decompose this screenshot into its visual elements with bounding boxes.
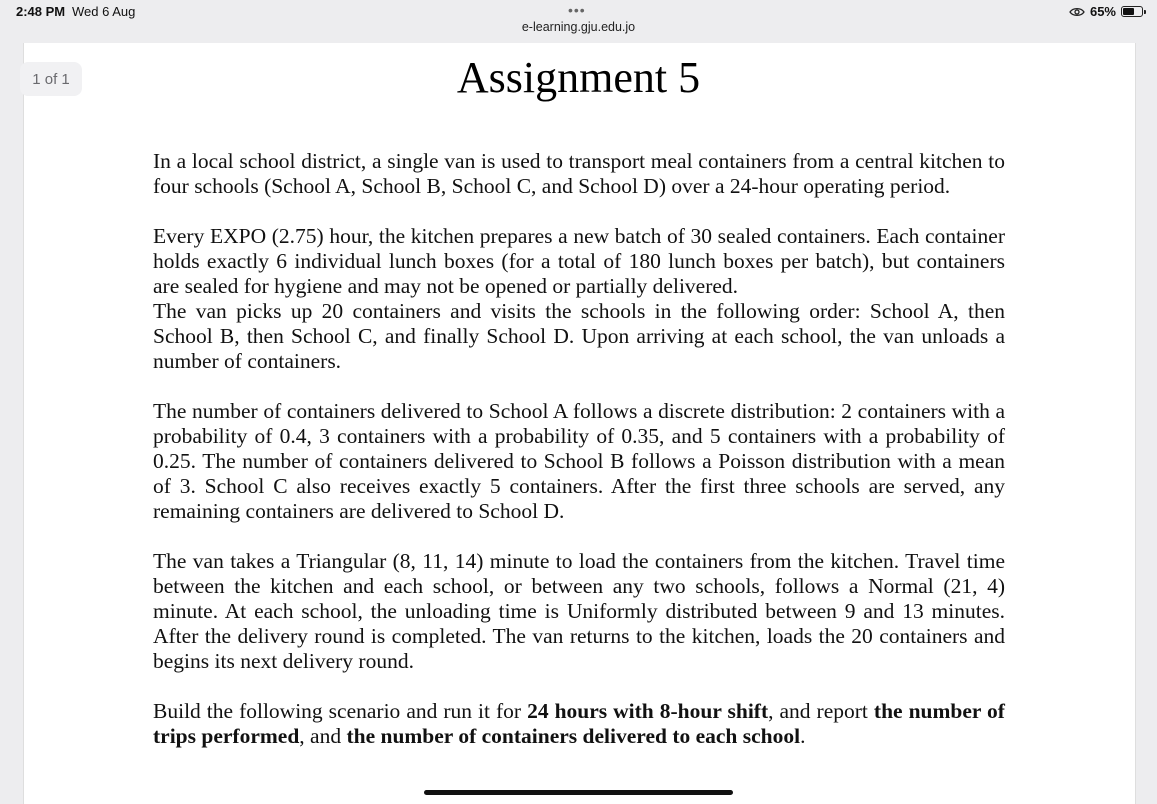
page-indicator: 1 of 1 bbox=[20, 62, 82, 96]
paragraph-task bbox=[153, 699, 1005, 749]
status-bar bbox=[0, 0, 1157, 42]
status-date: Wed 6 Aug bbox=[72, 4, 136, 19]
task-bold-containers: the number of containers delivered to each school bbox=[346, 724, 801, 748]
address-bar-url[interactable]: e-learning.gju.edu.jo bbox=[521, 20, 636, 34]
paragraph-timing: The van takes a Triangular (8, 11, 14) minute to load the containers from the kitchen. Travel time between the kitchen and each school, or between any two schools, follows a Normal (21, 4) minute. At each school, the unloading time is Uniformly distributed between 9 and 13 minutes. After the delivery round is completed. The van returns to the kitchen, loads the 20 containers and begins its next delivery round. bbox=[153, 549, 1005, 673]
page-title: Assignment 5 bbox=[456, 53, 701, 102]
task-bold-trips: the number of trips performed bbox=[153, 699, 1005, 748]
paragraph-route: The van picks up 20 containers and visits the schools in the following order: School A, then School B, then School C, and finally School D. Upon arriving at each school, the van unloads a number of containers. bbox=[153, 299, 1005, 373]
task-bold-duration: 24 hours with 8-hour shift bbox=[527, 699, 769, 723]
document-body bbox=[153, 149, 1005, 774]
more-options-icon[interactable]: ••• bbox=[568, 2, 586, 18]
battery-percent: 65% bbox=[1089, 4, 1116, 19]
paragraph-intro: In a local school district, a single van is used to transport meal containers from a central kitchen to four schools (School A, School B, School C, and School D) over a 24-hour operating period. bbox=[153, 149, 1005, 198]
paragraph-distributions: The number of containers delivered to School A follows a discrete distribution: 2 containers with a probability of 0.4, 3 containers with a probability of 0.35, and 5 containers with a probability of 0.25. The number of containers delivered to School B follows a Poisson distribution with a mean of 3. School C also receives exactly 5 containers. After the first three schools are served, any remaining containers are delivered to School D. bbox=[153, 399, 1005, 523]
home-indicator[interactable] bbox=[424, 790, 733, 795]
status-right-group bbox=[1069, 4, 1143, 19]
task-text-2: , and report bbox=[768, 699, 874, 723]
task-text-3: , and bbox=[299, 724, 347, 748]
task-text-1: Build the following scenario and run it for bbox=[153, 699, 528, 723]
task-text-4: . bbox=[800, 724, 806, 748]
eye-icon bbox=[1069, 7, 1085, 17]
battery-icon bbox=[1121, 6, 1143, 17]
paragraph-batch: Every EXPO (2.75) hour, the kitchen prepares a new batch of 30 sealed containers. Each container holds exactly 6 individual lunch boxes (for a total of 180 lunch boxes per batch), but containers are sealed for hygiene and may not be opened or partially delivered. bbox=[153, 224, 1005, 298]
status-time: 2:48 PM bbox=[16, 4, 66, 19]
